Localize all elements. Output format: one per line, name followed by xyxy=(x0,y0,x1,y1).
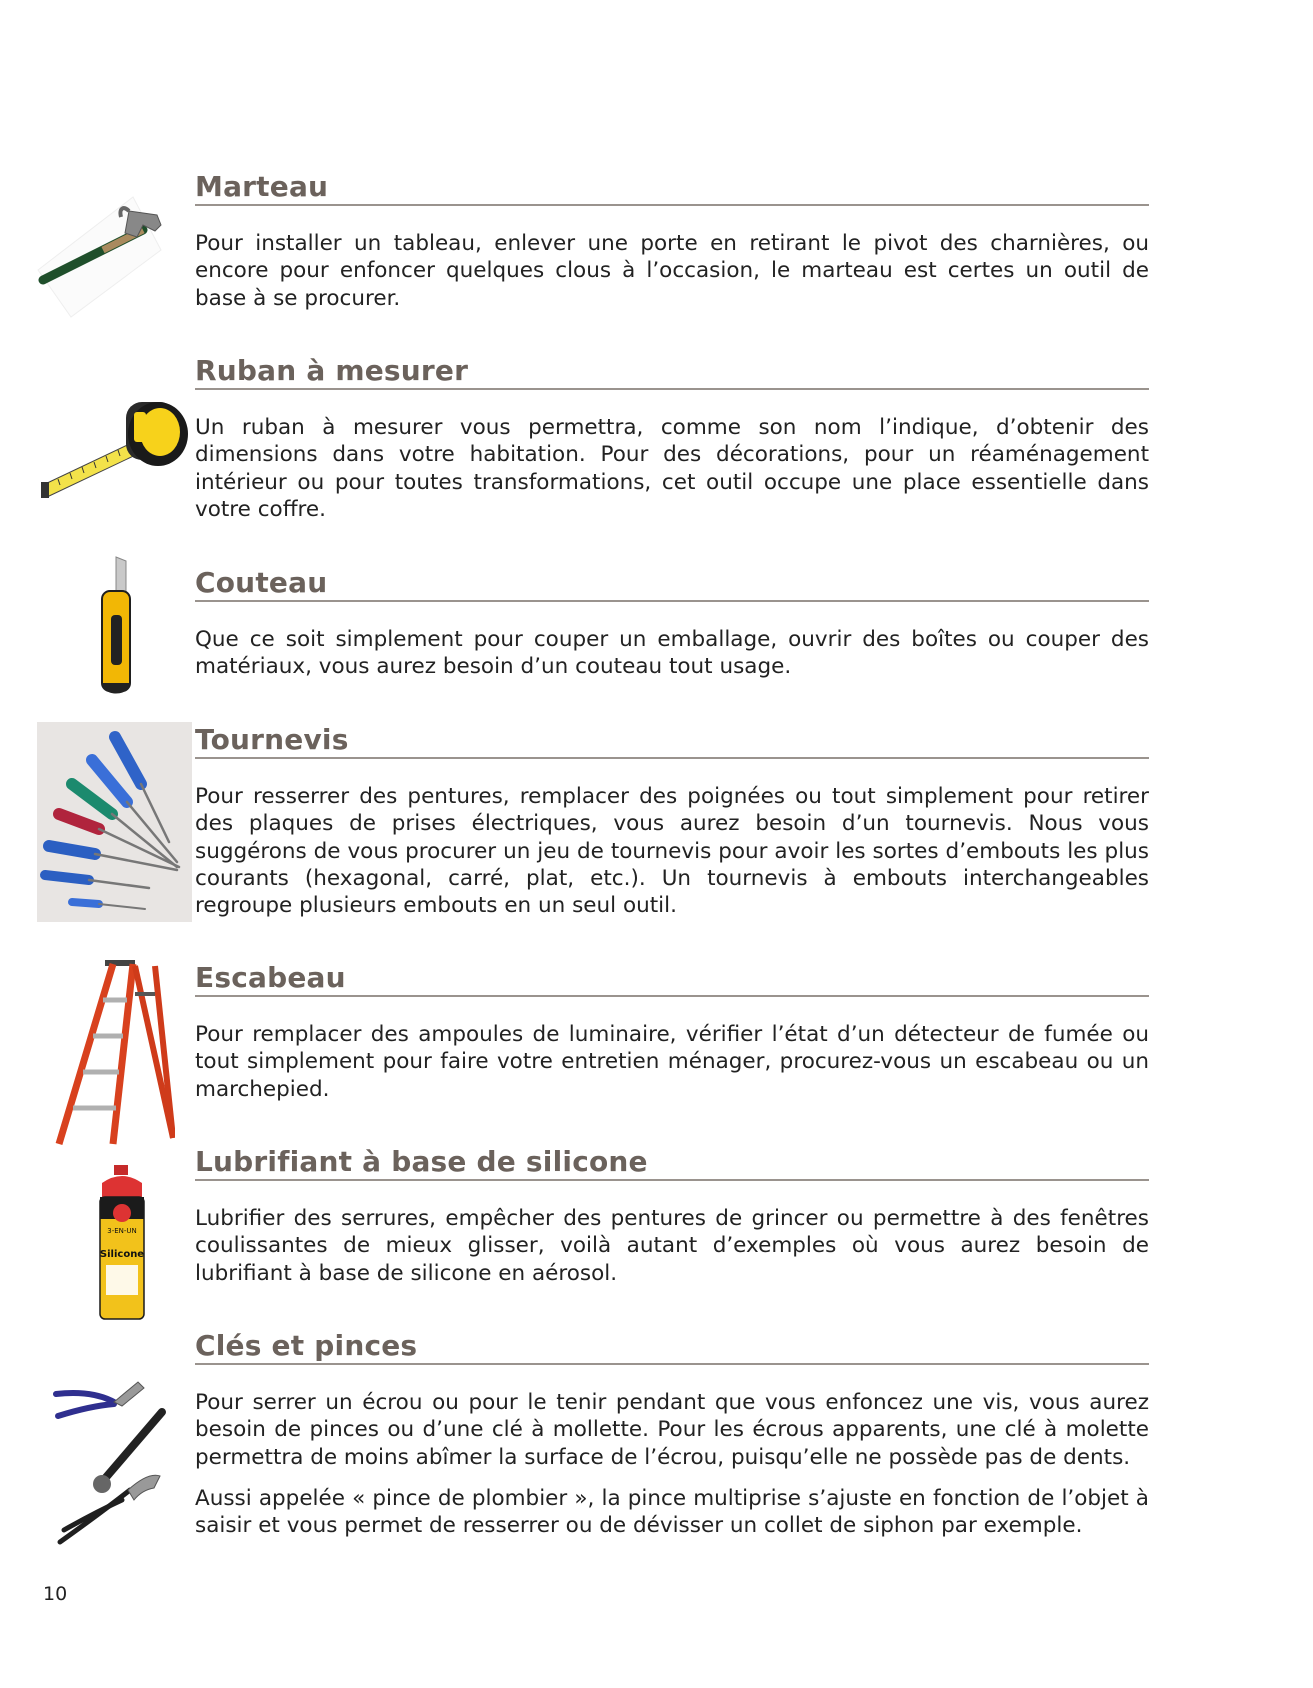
section-hammer xyxy=(195,170,1149,312)
section-text: Lubrifier des serrures, empêcher des pentures de grincer ou permettre à des fenêtres coulissantes de mieux glisser, voilà autant d’exemples où vous aurez besoin de lubrifiant à base de silicone en aérosol. xyxy=(195,1206,1149,1286)
section-knife xyxy=(195,566,1149,681)
tape-measure-icon xyxy=(38,390,188,505)
section-screwdriver xyxy=(195,723,1149,919)
section-title: Clés et pinces xyxy=(195,1329,1149,1365)
hammer-icon xyxy=(33,195,163,320)
section-text: Pour installer un tableau, enlever une porte en retirant le pivot des charnières, ou encore pour enfoncer quelques clous à l’occasion, le marteau est certes un outil de base à se procurer. xyxy=(195,231,1149,311)
section-text: Aussi appelée « pince de plombier », la pince multiprise s’ajuste en fonction de l’objet à saisir et vous permet de resserrer ou de dévisser un collet de siphon par exemple. xyxy=(195,1485,1149,1539)
section-text: Pour resserrer des pentures, remplacer des poignées ou tout simplement pour retirer des plaques de prises électriques, vous aurez besoin d’un tournevis. Nous vous suggérons de vous procurer un jeu de tournevis pour avoir les sortes d’embouts les plus courants (hexagonal, carré, plat, etc.). Un tournevis à embouts interchangeables regroupe plusieurs embouts en un seul outil. xyxy=(195,784,1149,919)
section-pliers xyxy=(195,1329,1149,1539)
section-text: Pour remplacer des ampoules de luminaire, vérifier l’état d’un détecteur de fumée ou tout simplement pour faire votre entretien ménager, procurez-vous un escabeau ou un marchepied. xyxy=(195,1022,1149,1102)
section-text: Que ce soit simplement pour couper un emballage, ouvrir des boîtes ou couper des matériaux, vous aurez besoin d’un couteau tout usage. xyxy=(195,627,1149,680)
section-tape-measure xyxy=(195,354,1149,523)
can-label-main: Silicone xyxy=(99,1249,145,1260)
pliers-wrench-icon xyxy=(52,1372,172,1547)
step-ladder-icon xyxy=(55,958,175,1148)
page-number: 10 xyxy=(43,1583,68,1605)
section-title: Couteau xyxy=(195,566,1149,602)
section-title: Escabeau xyxy=(195,961,1149,997)
lubricant-can-icon xyxy=(94,1163,150,1323)
section-title: Lubrifiant à base de silicone xyxy=(195,1145,1149,1181)
utility-knife-icon xyxy=(88,555,143,700)
screwdriver-set-icon xyxy=(37,722,192,922)
section-text: Pour serrer un écrou ou pour le tenir pendant que vous enfoncez une vis, vous aurez besoin de pinces ou d’une clé à mollette. Pour les écrous apparents, une clé à molette permettra de moins abîmer la surface de l’écrou, puisqu’elle ne possède pas de dents. xyxy=(195,1390,1149,1470)
section-lubricant xyxy=(195,1145,1149,1287)
section-ladder xyxy=(195,961,1149,1103)
section-title: Tournevis xyxy=(195,723,1149,759)
section-text: Un ruban à mesurer vous permettra, comme son nom l’indique, d’obtenir des dimensions dans votre habitation. Pour des décorations, pour un réaménagement intérieur ou pour toutes transformations, cet outil occupe une place essentielle dans votre coffre. xyxy=(195,415,1149,522)
section-title: Marteau xyxy=(195,170,1149,206)
can-label-top: 3-EN-UN xyxy=(107,1227,137,1235)
section-title: Ruban à mesurer xyxy=(195,354,1149,390)
